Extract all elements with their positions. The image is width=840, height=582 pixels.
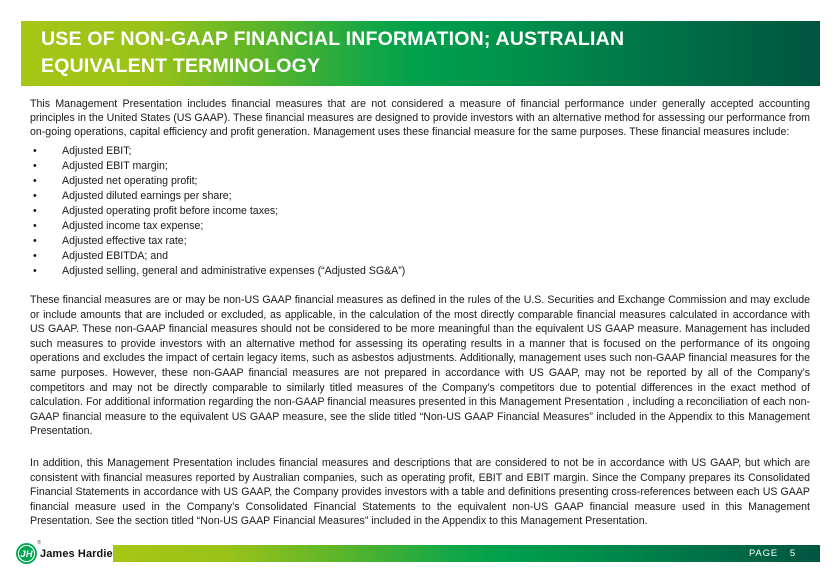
list-item-label: Adjusted effective tax rate; xyxy=(62,235,187,247)
list-item-label: Adjusted diluted earnings per share; xyxy=(62,190,232,202)
list-item-label: Adjusted EBITDA; and xyxy=(62,250,168,262)
james-hardie-logo-icon xyxy=(16,540,41,564)
brand-name: James Hardie xyxy=(40,547,113,560)
slide-footer xyxy=(0,541,840,567)
list-item-label: Adjusted selling, general and administrative expenses (“Adjusted SG&A”) xyxy=(62,265,406,277)
list-item xyxy=(30,189,810,204)
list-item xyxy=(30,219,810,234)
registered-trademark-icon: ® xyxy=(37,540,41,546)
svg-text:JH: JH xyxy=(20,549,33,560)
list-item-label: Adjusted EBIT margin; xyxy=(62,160,168,172)
list-item-label: Adjusted EBIT; xyxy=(62,145,132,157)
footer-gradient-bar xyxy=(113,545,820,562)
list-item xyxy=(30,144,810,159)
list-item xyxy=(30,234,810,249)
list-item-label: Adjusted income tax expense; xyxy=(62,220,204,232)
list-item-label: Adjusted operating profit before income taxes; xyxy=(62,205,279,217)
list-item xyxy=(30,204,810,219)
non-gaap-disclosure-paragraph: These financial measures are or may be non-US GAAP financial measures as defined in the rules of the U.S. Securities and Exchange Commission and may exclude or include amounts that are included or excluded, as applicable, in the calculation of the most directly comparable financial measures calculated in accordance with US GAAP. These non-GAAP financial measures should not be considered to be more meaningful than the equivalent US GAAP measure. Management has included such measures to provide investors with an alternative method for assessing its operating results in a manner that is focused on the performance of its ongoing operations and excludes the impact of certain legacy items, such as asbestos adjustments. Additionally, management uses such non-GAAP financial measures for the same purposes. However, these non-GAAP financial measures are not prepared in accordance with US GAAP, may not be reported by all of the Company’s competitors and may not be directly comparable to similarly titled measures of the Company’s competitors due to potential differences in the exact method of calculation. For additional information regarding the non-GAAP financial measures presented in this Management Presentation , including a reconciliation of each non-GAAP financial measure to the equivalent US GAAP measure, see the slide titled “Non-US GAAP Financial Measures” included in the Appendix to this Management Presentation. xyxy=(30,294,810,438)
james-hardie-brand xyxy=(16,540,113,564)
intro-paragraph: This Management Presentation includes financial measures that are not considered a measure of financial performance under generally accepted accounting principles in the United States (US GAAP). These financial measures are designed to provide investors with an alternative method for assessing our performance from on-going operations, capital efficiency and profit generation. Management uses these financial measure for the same purposes. These financial measures include: xyxy=(30,98,810,138)
list-item xyxy=(30,249,810,264)
list-item-label: Adjusted net operating profit; xyxy=(62,175,198,187)
slide-title-band xyxy=(21,21,820,86)
list-item xyxy=(30,174,810,189)
page-number: 5 xyxy=(789,548,796,559)
slide-body xyxy=(30,86,810,529)
australian-terminology-paragraph: In addition, this Management Presentation includes financial measures and descriptions that are considered to not be in accordance with US GAAP, but which are consistent with financial measures reported by Australian companies, such as operating profit, EBIT and EBIT margin. Since the Company prepares its Consolidated Financial Statements in accordance with US GAAP, the Company provides investors with a table and definitions presenting cross-references between each US GAAP financial measure used in the Company’s Consolidated Financial Statements to the equivalent non-US GAAP financial measure used in this Management Presentation. See the section titled “Non-US GAAP Financial Measures” included in the Appendix to this Management Presentation. xyxy=(30,456,810,528)
page-label: PAGE xyxy=(749,548,778,559)
slide-title-line-2: EQUIVALENT TERMINOLOGY xyxy=(41,55,321,77)
slide-title-line-1: USE OF NON-GAAP FINANCIAL INFORMATION; AUSTRALIAN xyxy=(41,28,625,50)
list-item xyxy=(30,159,810,174)
list-item xyxy=(30,264,810,279)
adjusted-measures-list xyxy=(30,144,810,279)
